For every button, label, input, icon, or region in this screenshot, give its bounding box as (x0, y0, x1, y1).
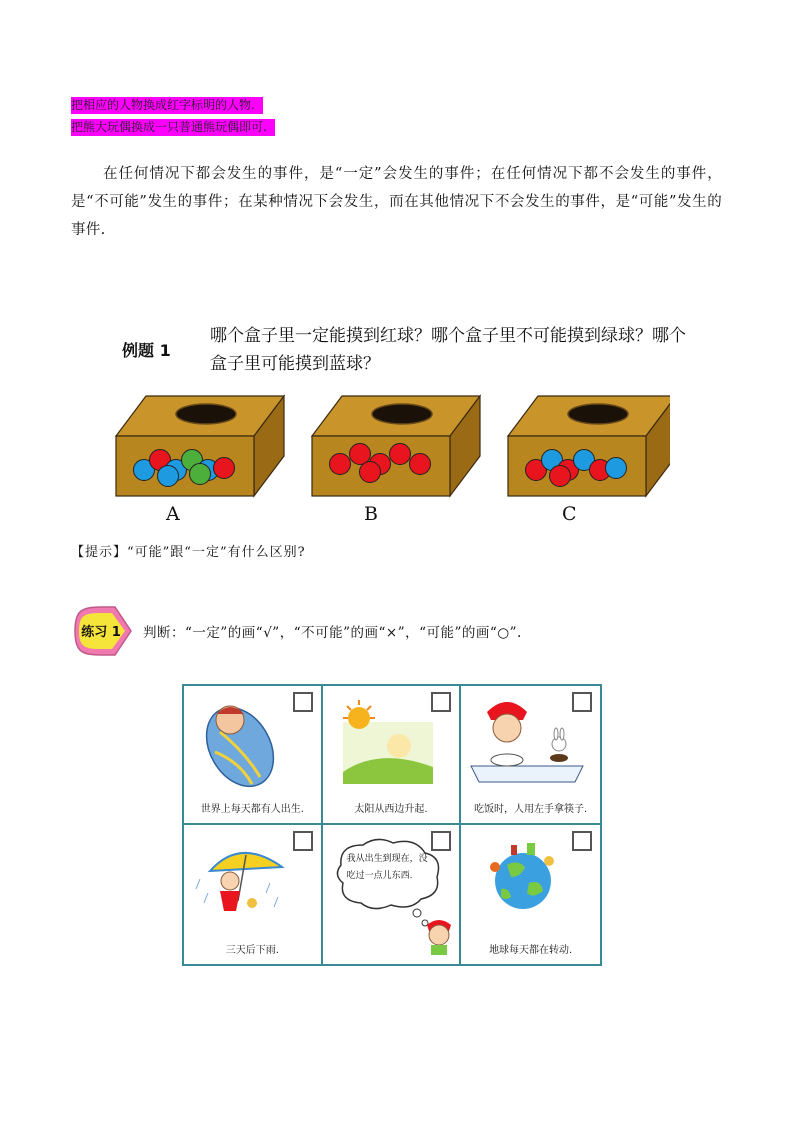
judgement-cell (184, 686, 323, 825)
judgement-cell (323, 686, 462, 825)
ball-green (190, 464, 211, 485)
box-hole (372, 404, 432, 424)
box-label-b: B (364, 503, 378, 525)
ball-boxes (110, 390, 670, 500)
box-hole (568, 404, 628, 424)
ball-box (312, 396, 480, 496)
example-question: 哪个盒子里一定能摸到红球？哪个盒子里不可能摸到绿球？哪个盒子里可能摸到蓝球？ (210, 326, 686, 374)
box-label-a: A (166, 503, 180, 525)
earth-icon (467, 831, 577, 931)
ball-box (508, 396, 670, 496)
cell-caption: 地球每天都在转动. (489, 945, 573, 956)
girl-eating-icon (467, 692, 587, 792)
box-label-c: C (562, 503, 577, 525)
ball-red (360, 462, 381, 483)
judgement-cell (323, 825, 462, 964)
practice-badge (71, 603, 133, 659)
hint-text: 【提示】“可能”跟“一定”有什么区别? (71, 545, 306, 560)
ball-blue (606, 458, 627, 479)
ball-red (550, 466, 571, 487)
ball-blue (158, 466, 179, 487)
judgement-cell (461, 686, 600, 825)
sun-icon (329, 692, 439, 792)
edit-note-2: 把熊大玩偶换成一只普通熊玩偶即可. (71, 119, 275, 136)
baby-icon (190, 692, 280, 792)
answer-checkbox[interactable] (293, 692, 313, 712)
ball-box (116, 396, 284, 496)
ball-red (390, 444, 411, 465)
ball-red (410, 454, 431, 475)
ball-red (330, 454, 351, 475)
cell-caption: 吃饭时，人用左手拿筷子. (474, 804, 588, 815)
ball-red (214, 458, 235, 479)
cell-caption: 世界上每天都有人出生. (200, 804, 304, 815)
judgement-cell (184, 825, 323, 964)
judgement-grid (182, 684, 602, 966)
practice-label: 练习 1 (81, 625, 121, 640)
edit-note-1: 把相应的人物换成红字标明的人物. (71, 97, 263, 114)
example-label: 例题 1 (122, 341, 171, 360)
practice-instruction: 判断：“一定”的画“√”，“不可能”的画“×”，“可能”的画“○”. (143, 625, 522, 641)
thought-bubble-text: 我从出生到现在，没吃过一点儿东西. (346, 854, 428, 881)
judgement-cell (461, 825, 600, 964)
cell-caption: 三天后下雨. (225, 945, 279, 956)
umbrella-icon (190, 831, 290, 931)
cell-caption: 太阳从西边升起. (354, 804, 428, 815)
answer-checkbox[interactable] (293, 831, 313, 851)
box-hole (176, 404, 236, 424)
intro-paragraph: 在任何情况下都会发生的事件，是“一定”会发生的事件；在任何情况下都不会发生的事件，是“不可能”发生的事件；在某种情况下会发生，而在其他情况下不会发生的事件，是“可能”发生的事件. (71, 166, 722, 238)
